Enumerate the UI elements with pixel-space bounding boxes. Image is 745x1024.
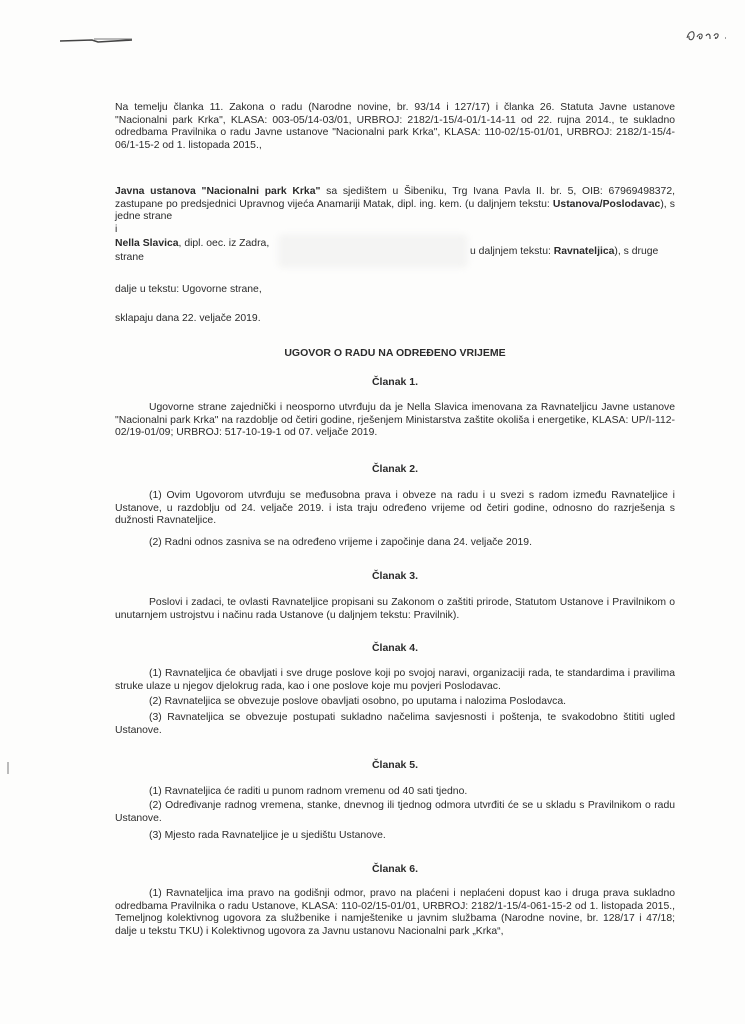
- article-5-heading: Članak 5.: [371, 759, 419, 771]
- party1-role: Ustanova/Poslodavac: [552, 198, 661, 210]
- article-4-para-2: (2) Ravnateljica se obvezuje poslove obavljati osobno, po uputama i nalozima Poslodavca.: [149, 696, 567, 707]
- party2-text: , dipl. oec. iz Zadra,: [178, 238, 270, 249]
- article-2-para-1: (1) Ovim Ugovorom utvrđuju se međusobna prava i obveze na radu i u svezi s radom između Ravnateljice i Ustanove, u razdoblju od 24. veljače 2019. i ista traju određeno vrijeme od četiri godine, odnosno do razrješenja s dužnosti Ravnateljice.: [115, 490, 675, 527]
- article-3-para: Poslovi i zadaci, te ovlasti Ravnateljice propisani su Zakonom o zaštiti prirode, Statutom Ustanove i Pravilnikom o unutarnjem ustrojstvu i načinu rada Ustanove (u daljnjem tekstu: Pravilnik).: [115, 597, 675, 621]
- party2-suffix: ), s druge: [614, 246, 659, 257]
- and-word: i: [115, 224, 118, 235]
- party1-name: Javna ustanova "Nacionalni park Krka": [115, 186, 321, 197]
- party1-suffix: ), s jedne strane: [115, 198, 675, 223]
- further-text: dalje u tekstu: Ugovorne strane,: [115, 284, 262, 295]
- party2-text2: u daljnjem tekstu:: [470, 246, 554, 257]
- article-6-para-1: (1) Ravnateljica ima pravo na godišnji odmor, pravo na plaćeni i neplaćeni dopust kao i druga prava sukladno odredbama Pravilnika o radu Ustanove, KLASA: 110-02/15-01/01, URBROJ: 2182/1-15/4-061-15-2 od 1. listopada 2015., Temeljnog kolektivnog ugovora za službenike i namještenike u javnim službama (Narodne novine, br. 128/17 i 47/18; dalje u tekstu TKU) i Kolektivnog ugovora za Javnu ustanovu Nacionalni park „Krka“,: [115, 888, 675, 937]
- article-6-heading: Članak 6.: [371, 863, 419, 875]
- article-2-para-2: (2) Radni odnos zasniva se na određeno vrijeme i započinje dana 24. veljače 2019.: [149, 537, 532, 548]
- article-5-para-1: (1) Ravnateljica će raditi u punom radnom vremenu od 40 sati tjedno.: [149, 786, 468, 797]
- party2-name: Nella Slavica: [115, 238, 179, 249]
- contract-title: UGOVOR O RADU NA ODREĐENO VRIJEME: [284, 347, 506, 359]
- party2-name-line: [115, 238, 285, 251]
- article-1-para: Ugovorne strane zajednički i neosporno utvrđuju da je Nella Slavica imenovana za Ravnateljicu Javne ustanove "Nacionalni park Krka" na razdoblje od četiri godine, rješenjem Ministarstva zaštite okoliša i energetike, KLASA: UP/I-112-02/19-01/09; URBROJ: 517-10-19-1 od 07. veljače 2019.: [115, 402, 675, 439]
- handwritten-initials: [683, 24, 733, 46]
- article-1-heading: Članak 1.: [371, 376, 419, 388]
- article-4-para-3: (3) Ravnateljica se obvezuje postupati sukladno načelima savjesnosti i poštenja, te svakodobno štititi ugled Ustanove.: [115, 712, 675, 736]
- article-2-heading: Članak 2.: [371, 463, 419, 475]
- scan-edge-mark: [7, 762, 9, 774]
- concluded-text: sklapaju dana 22. veljače 2019.: [115, 313, 261, 324]
- party2-role: Ravnateljica: [553, 246, 615, 257]
- redacted-area: [278, 234, 468, 268]
- party2-suffix2: strane: [115, 252, 144, 263]
- party1-paragraph: [115, 186, 675, 224]
- article-5-para-2: (2) Određivanje radnog vremena, stanke, dnevnog ili tjednog odmora utvrđiti će se u skladu s Pravilnikom o radu Ustanove.: [115, 800, 675, 824]
- party1-text: sa sjedištem u Šibeniku, Trg Ivana Pavla II. br. 5, OIB: 67969498372, zastupane po predsjednici Upravnog vijeća Anamariji Matak, dipl. ing. kem. (u daljnjem tekstu:: [115, 186, 675, 210]
- party2-continuation: [470, 246, 680, 259]
- article-4-para-1: (1) Ravnateljica će obavljati i sve druge poslove koji po svojoj naravi, organizaciji rada, te standardima i pravilima struke ulaze u njegov djelokrug rada, kao i one poslove koje mu povjeri Poslodavac.: [115, 668, 675, 692]
- pen-stroke-mark: [58, 36, 138, 46]
- article-3-heading: Članak 3.: [371, 570, 419, 582]
- preamble-paragraph: Na temelju članka 11. Zakona o radu (Narodne novine, br. 93/14 i 127/17) i članka 26. Statuta Javne ustanove "Nacionalni park Krka", KLASA: 003-05/14-03/01, URBROJ: 2182/1-15/4-01/1-14-11 od 22. rujna 2014., te sukladno odredbama Pravilnika o radu Javne ustanove "Nacionalni park Krka", KLASA: 110-02/15-01/01, URBROJ: 2182/1-15/4-06/1-15-2 od 1. listopada 2015.,: [115, 102, 675, 151]
- article-5-para-3: (3) Mjesto rada Ravnateljice je u sjedištu Ustanove.: [149, 830, 386, 841]
- article-4-heading: Članak 4.: [371, 642, 419, 654]
